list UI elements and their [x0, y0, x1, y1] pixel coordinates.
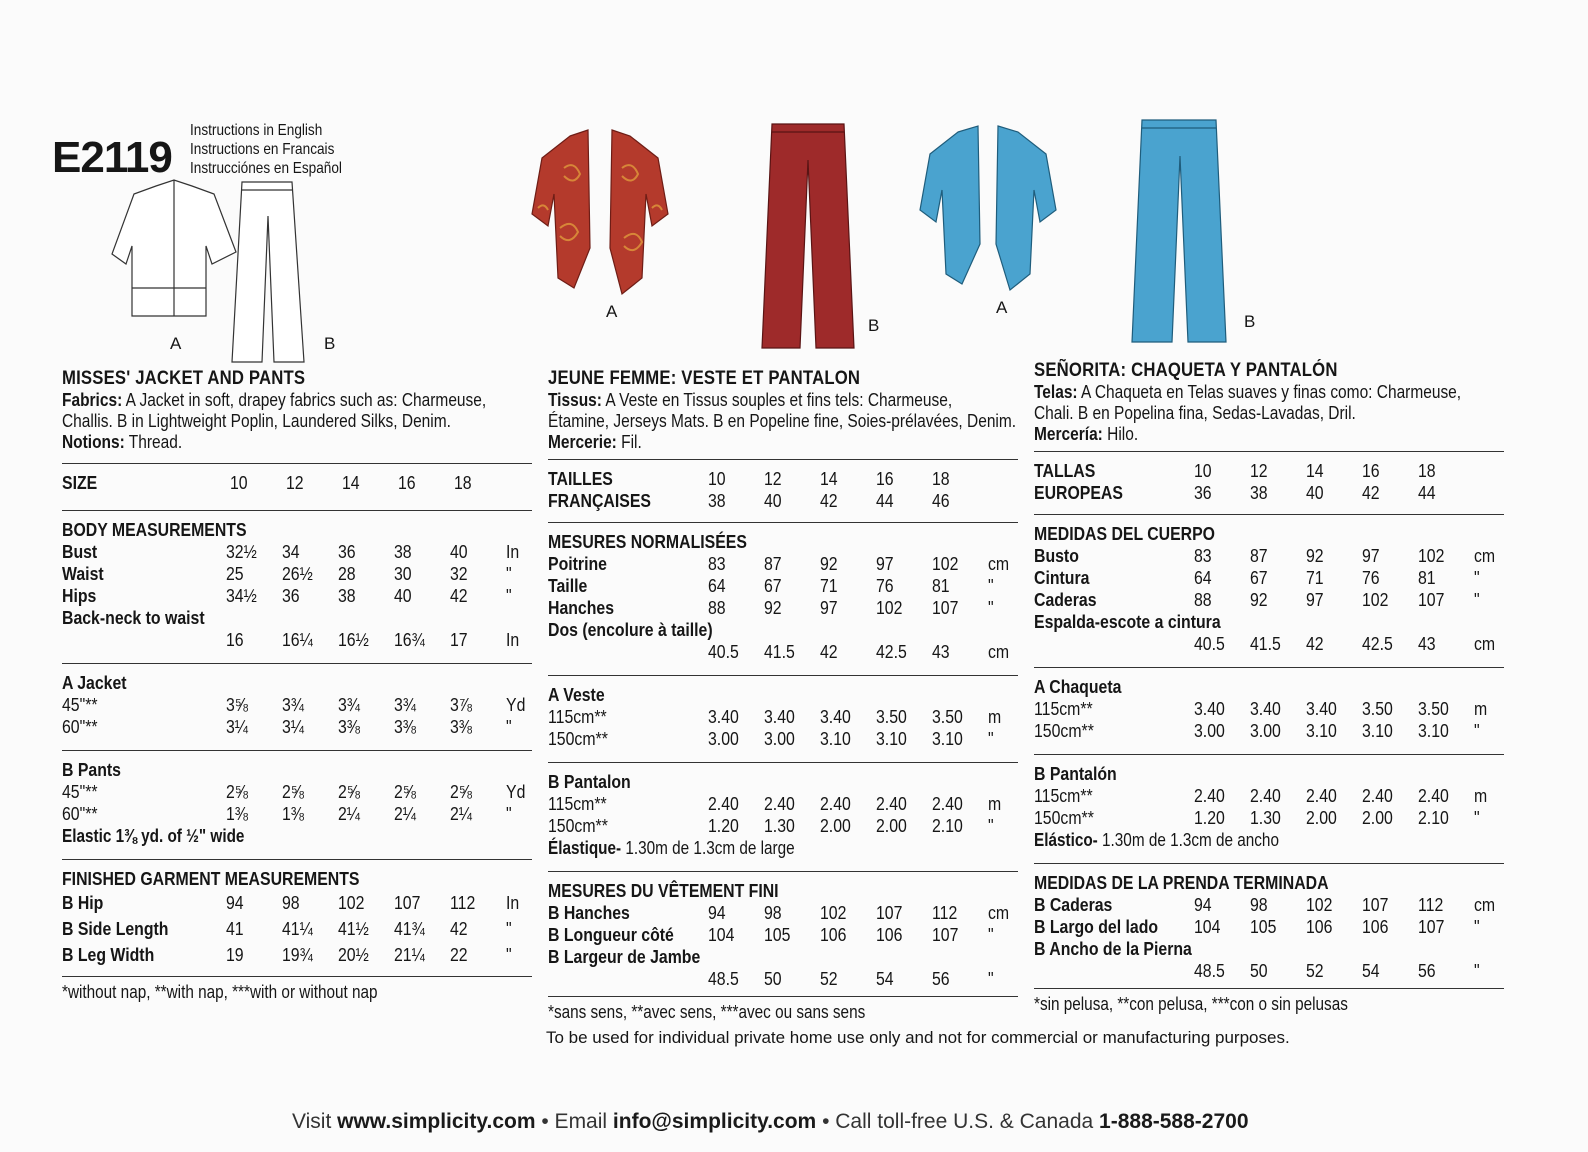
spanish-back-label: Espalda-escote a cintura — [1034, 612, 1221, 632]
english-pants-table: 45"** 2⅝ 2⅝ 2⅝ 2⅝ 2⅝ Yd 60"** 1⅜ 1⅜ 2¼ 2¼ 2¼ " — [62, 782, 526, 824]
blue-pants-label-b: B — [1244, 312, 1256, 331]
french-notions: Mercerie: Fil. — [548, 432, 642, 452]
french-jacket-table: 115cm** 3.40 3.40 3.40 3.50 3.50 m 150cm** 3.00 3.00 3.10 3.10 3.10 " — [548, 707, 1002, 749]
spanish-finished-table: B Caderas 94 98 102 107 112 cm B Largo del lado 104 105 106 106 107 " — [1034, 895, 1496, 937]
phone-number[interactable]: 1-888-588-2700 — [1099, 1110, 1249, 1133]
blue-jacket-illustration — [918, 124, 1058, 292]
language-spanish: Instrucciónes en Español — [190, 160, 342, 177]
spanish-pants-table: 115cm** 2.40 2.40 2.40 2.40 2.40 m 150cm** 1.20 1.30 2.00 2.00 2.10 " — [1034, 786, 1488, 828]
french-jacket-title: A Veste — [548, 685, 605, 705]
english-finished-table: B Hip 94 98 102 107 112 In B Side Length 41 41¼ 41½ 41¾ 42 " B Leg Width 19 19¾ 20½ 21¼ 22 " — [62, 893, 520, 965]
spanish-leg-label: B Ancho de la Pierna — [1034, 939, 1192, 959]
english-column — [62, 368, 532, 1003]
french-finished-table: B Hanches 94 98 102 107 112 cm B Longueur côté 104 105 106 106 107 " — [548, 903, 1010, 945]
language-english: Instructions in English — [190, 122, 323, 139]
blue-pants-illustration — [1130, 116, 1230, 346]
call-label: • Call toll-free U.S. & Canada — [822, 1110, 1094, 1133]
sketch-label-a: A — [170, 334, 182, 353]
spanish-body-table: Busto 83 87 92 97 102 cm Cintura 64 67 71 76 81 " Caderas 88 92 97 102 107 " — [1034, 546, 1496, 610]
contact-line — [292, 1110, 1249, 1134]
french-back-label: Dos (encolure à taille) — [548, 620, 713, 640]
french-body-title: MESURES NORMALISÉES — [548, 532, 747, 552]
french-leg-row: 48.5 50 52 54 56 " — [708, 969, 994, 989]
red-pants-label-b: B — [868, 316, 880, 335]
blue-jacket-label-a: A — [996, 298, 1008, 317]
visit-label: Visit — [292, 1110, 332, 1133]
french-pants-table: 115cm** 2.40 2.40 2.40 2.40 2.40 m 150cm** 1.20 1.30 2.00 2.00 2.10 " — [548, 794, 1002, 836]
spanish-leg-row: 48.5 50 52 54 56 " — [1194, 961, 1480, 981]
spanish-pants-title: B Pantalón — [1034, 764, 1117, 784]
french-leg-label: B Largeur de Jambe — [548, 947, 701, 967]
french-title: JEUNE FEMME: VESTE ET PANTALON — [548, 368, 861, 389]
usage-notice: To be used for individual private home use only and not for commercial or manufacturing purposes. — [546, 1028, 1290, 1047]
english-body-table: Bust 32½ 34 36 38 40 In Waist 25 26½ 28 30 32 " Hips 34½ 36 38 40 42 " — [62, 542, 520, 606]
english-size-row: SIZE 10 12 14 16 18 — [62, 473, 472, 493]
english-title: MISSES' JACKET AND PANTS — [62, 368, 306, 389]
red-pants-illustration — [760, 120, 860, 352]
english-jacket-table: 45"** 3⅝ 3¾ 3¾ 3¾ 3⅞ Yd 60"** 3¼ 3¼ 3⅜ 3⅜ 3⅜ " — [62, 695, 526, 737]
english-back-label: Back-neck to waist — [62, 608, 205, 628]
english-pants-title: B Pants — [62, 760, 121, 780]
email-link[interactable]: info@simplicity.com — [612, 1110, 817, 1133]
pattern-number: E2119 — [52, 133, 172, 182]
spanish-jacket-table: 115cm** 3.40 3.40 3.40 3.50 3.50 m 150cm** 3.00 3.00 3.10 3.10 3.10 " — [1034, 699, 1488, 741]
paisley-jacket-illustration — [530, 128, 670, 296]
sketch-label-b: B — [324, 334, 336, 353]
french-body-table: Poitrine 83 87 92 97 102 cm Taille 64 67 71 76 81 " Hanches 88 92 97 102 107 " — [548, 554, 1010, 618]
website-link[interactable]: www.simplicity.com — [337, 1110, 536, 1133]
spanish-fabrics: Telas: A Chaqueta en Telas suaves y finas como: Charmeuse, Chali. B en Popelina fina, Sedas-Lavadas, Dril. — [1034, 382, 1462, 423]
french-pants-title: B Pantalon — [548, 772, 631, 792]
french-back-row: 40.5 41.5 42 42.5 43 cm — [708, 642, 1010, 662]
language-french: Instructions en Francais — [190, 141, 335, 158]
spanish-back-row: 40.5 41.5 42 42.5 43 cm — [1194, 634, 1496, 654]
english-fabrics: Fabrics: A Jacket in soft, drapey fabrics such as: Charmeuse, Challis. B in Lightweight Poplin, Laundered Silks, Denim. — [62, 390, 487, 431]
spanish-notions: Mercería: Hilo. — [1034, 424, 1139, 444]
french-finished-title: MESURES DU VÊTEMENT FINI — [548, 881, 779, 901]
line-drawing-jacket-pants — [108, 176, 318, 370]
english-jacket-title: A Jacket — [62, 673, 127, 693]
english-body-title: BODY MEASUREMENTS — [62, 520, 247, 540]
french-column — [548, 368, 1018, 1023]
spanish-elastic: Elástico- 1.30m de 1.3cm de ancho — [1034, 830, 1279, 850]
english-nap-note: *without nap, **with nap, ***with or without nap — [62, 982, 378, 1002]
language-list — [190, 121, 342, 178]
spanish-body-title: MEDIDAS DEL CUERPO — [1034, 524, 1216, 544]
email-label: • Email — [541, 1110, 608, 1133]
spanish-title: SEÑORITA: CHAQUETA Y PANTALÓN — [1034, 360, 1338, 381]
french-nap-note: *sans sens, **avec sens, ***avec ou sans sens — [548, 1002, 866, 1022]
english-finished-title: FINISHED GARMENT MEASUREMENTS — [62, 869, 360, 889]
spanish-column — [1034, 360, 1504, 1015]
french-fabrics: Tissus: A Veste en Tissus souples et fins tels: Charmeuse, Étamine, Jerseys Mats. B en Popeline fine, Soies-prélavées, Denim. — [548, 390, 1017, 431]
french-size-table: TAILLES 10 12 14 16 18 FRANÇAISES 38 40 42 44 46 — [548, 469, 950, 511]
english-back-row: 16 16¼ 16½ 16¾ 17 In — [226, 630, 520, 650]
spanish-nap-note: *sin pelusa, **con pelusa, ***con o sin pelusas — [1034, 994, 1348, 1014]
english-notions: Notions: Thread. — [62, 432, 183, 452]
spanish-finished-title: MEDIDAS DE LA PRENDA TERMINADA — [1034, 873, 1329, 893]
french-elastic: Élastique- 1.30m de 1.3cm de large — [548, 838, 795, 858]
spanish-jacket-title: A Chaqueta — [1034, 677, 1122, 697]
english-elastic: Elastic 1⅜ yd. of ½" wide — [62, 826, 245, 846]
red-jacket-label-a: A — [606, 302, 618, 321]
spanish-size-table: TALLAS 10 12 14 16 18 EUROPEAS 36 38 40 42 44 — [1034, 461, 1436, 503]
